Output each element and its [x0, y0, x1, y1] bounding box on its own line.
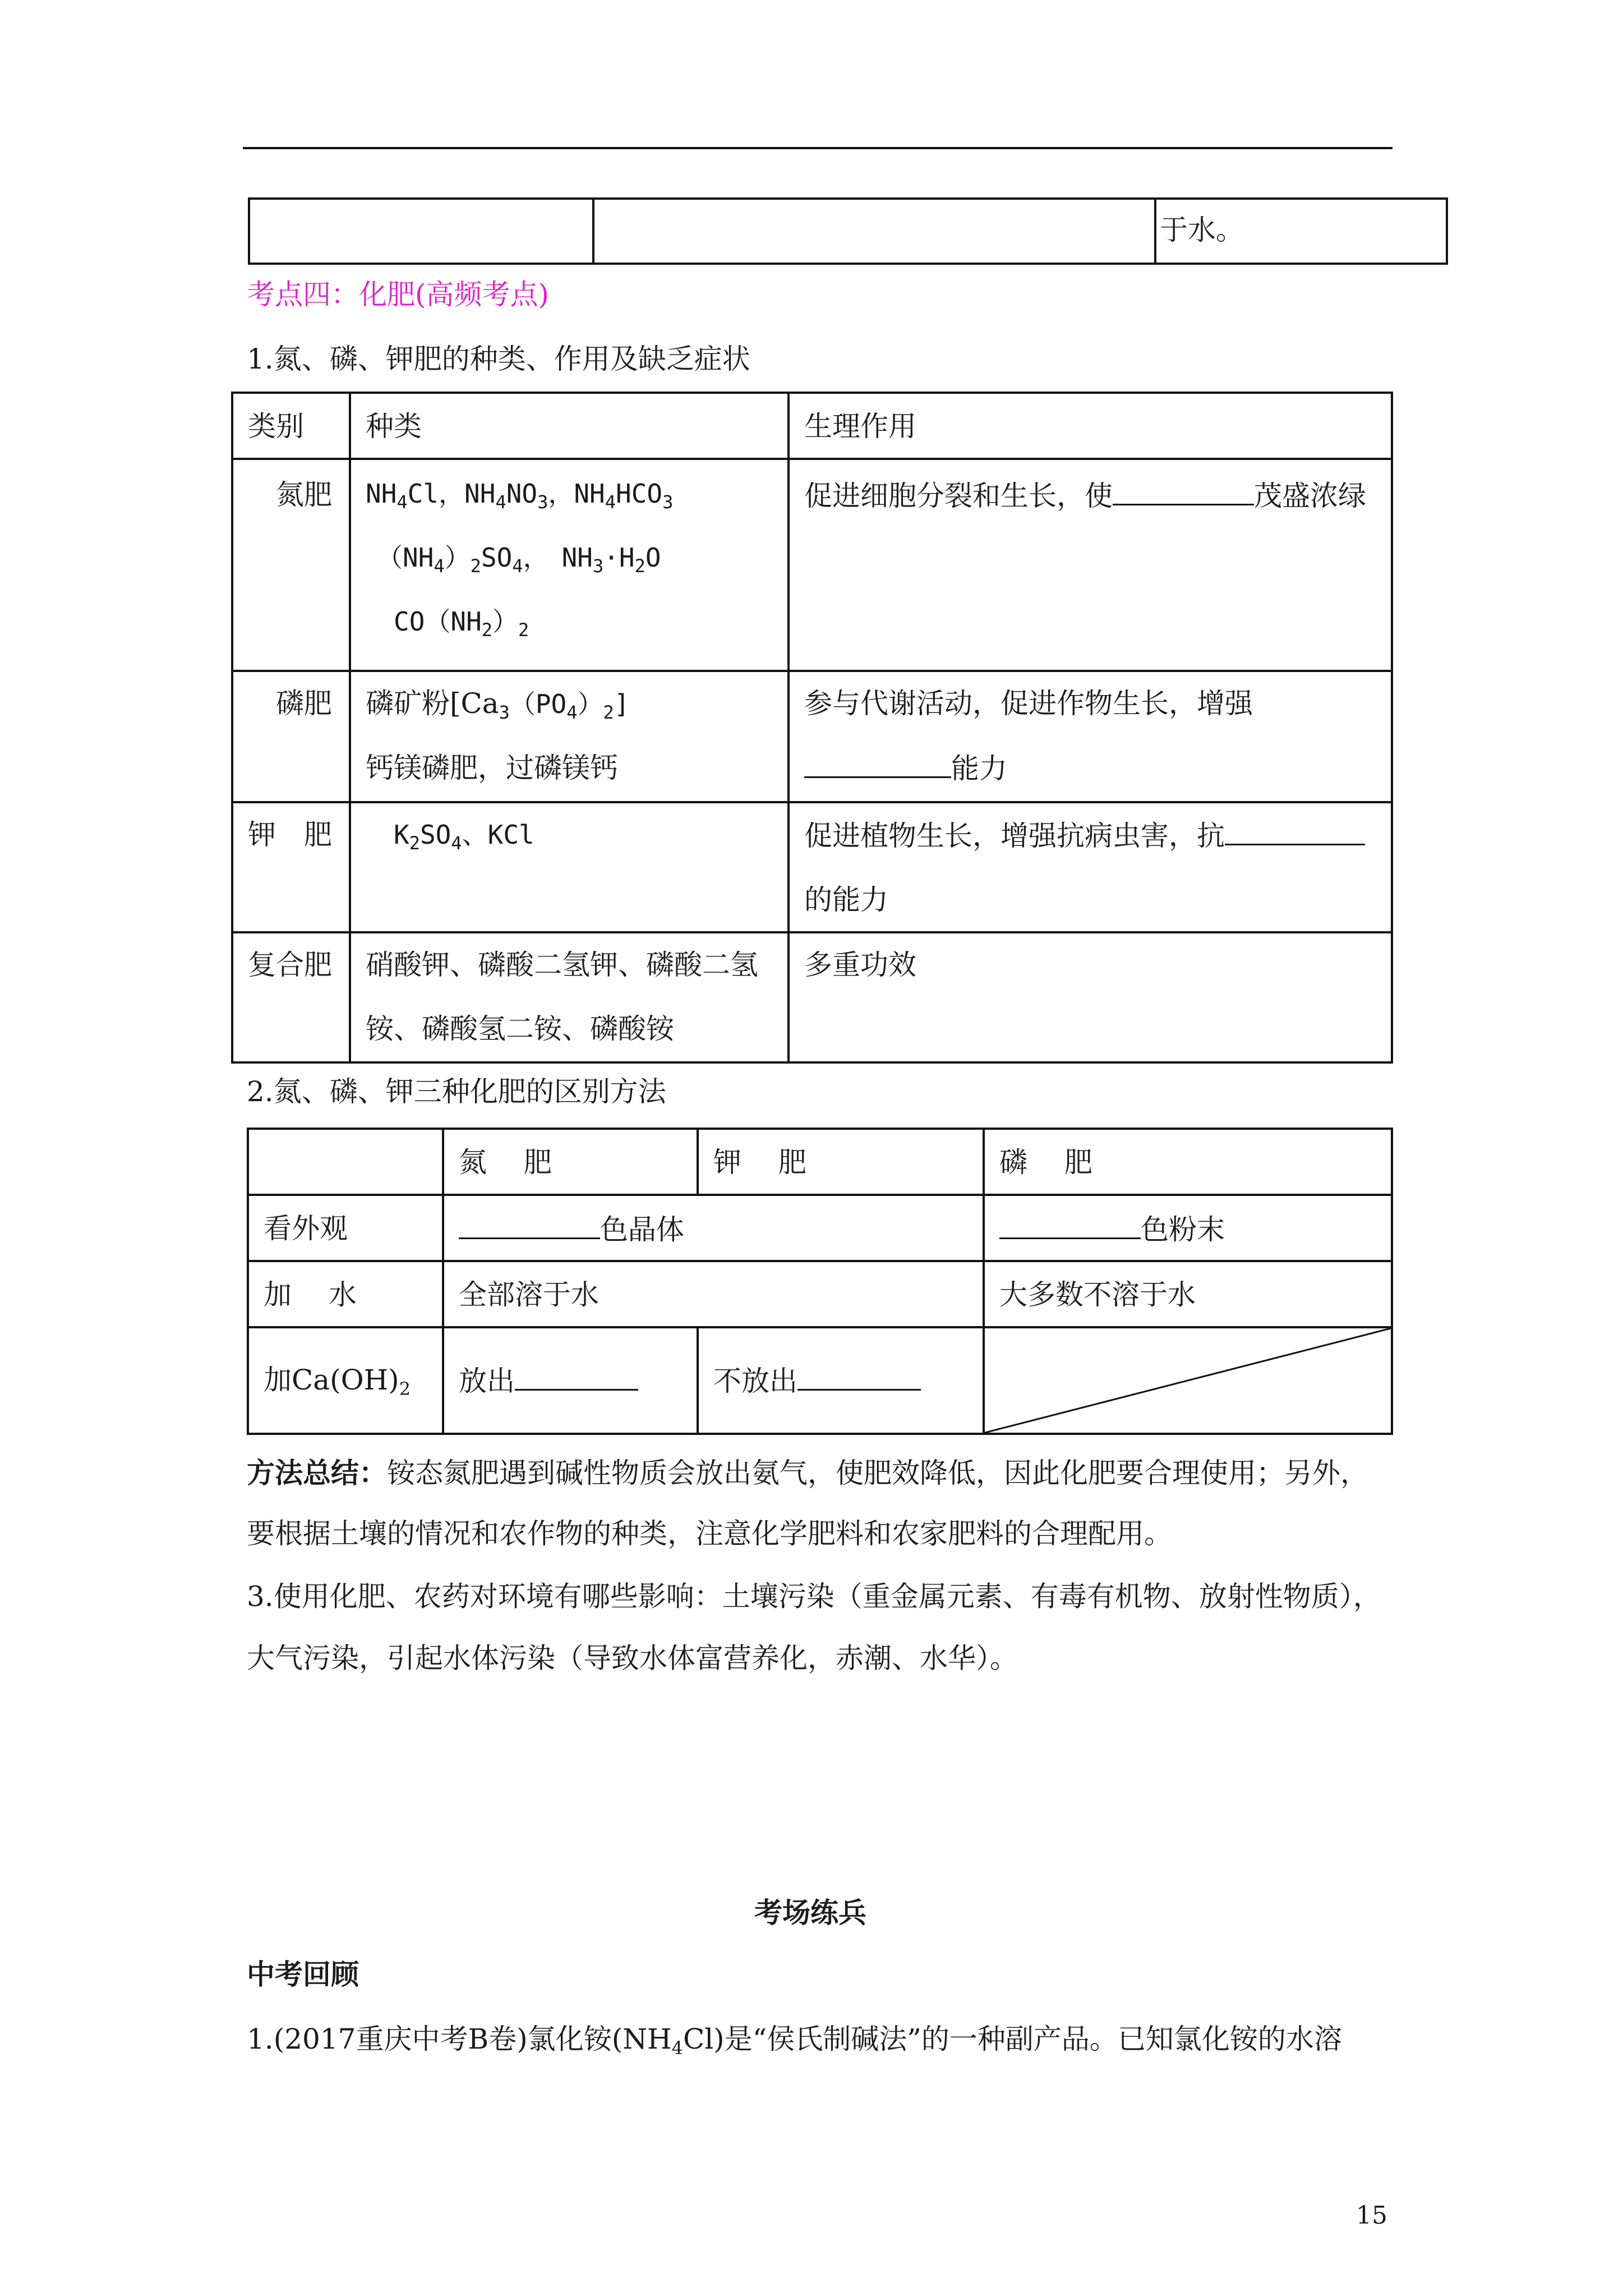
row-calcium-hydroxide: [248, 1327, 1392, 1434]
appearance-p-text: 色粉末: [1141, 1213, 1225, 1246]
question-1: 1.(2017重庆中考B卷)氯化铵$(NH_4Cl)$是“侯氏制碱法”的一种副产品。已知氯化铵的水溶: [247, 2023, 1342, 2059]
kinds-compound-a: 硝酸钾、磷酸二氢钾、磷酸二氢: [366, 949, 758, 981]
ca-nitrogen-text: 放出: [459, 1365, 515, 1397]
kinds-phosphorus-b: 钙镁磷肥，过磷镁钙: [366, 752, 618, 784]
row-appearance: [248, 1195, 1392, 1261]
ca-potassium: [698, 1327, 984, 1434]
item3-line1: 3.使用化肥、农药对环境有哪些影响：土壤污染（重金属元素、有毒有机物、放射性物质），: [247, 1580, 1381, 1613]
kinds-nitrogen: $NH_4Cl$，$NH_4NO_3$，$NH_4HCO_3$ $(NH_4)_2SO_4$， $NH_3\cdot H_2O$ $CO(NH_2)_2$: [350, 459, 789, 671]
kinds-phosphorus-a: 磷矿粉[Ca: [366, 687, 499, 720]
corner-cell: [248, 1129, 443, 1195]
kinds-compound: [350, 932, 789, 1062]
fertilizer-table: [231, 392, 1393, 1064]
header-kinds: 种类: [350, 393, 789, 459]
effect-phosphorus-a: 参与代谢活动，促进作物生长，增强: [804, 687, 1253, 720]
row-compound: [232, 932, 1392, 1062]
diagonal-cell: [984, 1327, 1392, 1434]
category-compound: 复合肥: [232, 932, 350, 1062]
kinds-phosphorus: 磷矿粉$[Ca_3(PO_4)_2]$ 钙镁磷肥，过磷镁钙: [350, 671, 789, 802]
item2-title: 2.氮、磷、钾三种化肥的区别方法: [247, 1075, 666, 1108]
identification-table: [247, 1128, 1393, 1435]
effect-phosphorus: [789, 671, 1392, 802]
kinds-compound-b: 铵、磷酸氢二铵、磷酸铵: [366, 1013, 674, 1045]
appearance-nk-text: 色晶体: [600, 1213, 684, 1246]
label-appearance: 看外观: [248, 1195, 443, 1261]
effect-potassium-b: 的能力: [804, 884, 888, 916]
summary-line2: 要根据土壤的情况和农作物的种类，注意化学肥料和农家肥料的合理配用。: [247, 1517, 1172, 1550]
section-heading: 考点四：化肥(高频考点): [247, 278, 550, 311]
blank-crystal-color[interactable]: [459, 1212, 600, 1239]
review-heading: 中考回顾: [247, 1958, 359, 1991]
header-effect: 生理作用: [789, 393, 1392, 459]
blank-lodging[interactable]: [1225, 818, 1365, 845]
kinds-potassium: $K_2SO_4$、KCl: [350, 802, 789, 932]
water-nk: 全部溶于水: [443, 1261, 984, 1327]
ca-potassium-text: 不放出: [713, 1365, 797, 1397]
question-1-text: 1.(2017重庆中考B卷)氯化铵(NH: [247, 2023, 672, 2055]
effect-nitrogen: [789, 459, 1392, 671]
row-potassium: [232, 802, 1392, 932]
ca-nitrogen: [443, 1327, 698, 1434]
practice-title: 考场练兵: [754, 1896, 866, 1929]
label-calcium-hydroxide: 加$Ca(OH)_2$: [248, 1327, 443, 1434]
category-phosphorus: 磷肥: [232, 671, 350, 802]
question-1-tail: Cl)是“侯氏制碱法”的一种副产品。已知氯化铵的水溶: [683, 2023, 1342, 2055]
header-potassium: 钾 肥: [698, 1129, 984, 1195]
water-p: 大多数不溶于水: [984, 1261, 1392, 1327]
blank-leaf[interactable]: [1113, 478, 1254, 505]
effect-compound: 多重功效: [789, 932, 1392, 1062]
item3-line2: 大气污染，引起水体污染（导致水体富营养化，赤潮、水华）。: [247, 1642, 1018, 1674]
header-phosphorus: 磷 肥: [984, 1129, 1392, 1195]
continued-cell: 于水。: [1155, 199, 1447, 264]
blank-potassium-gas[interactable]: [797, 1363, 921, 1391]
label-calcium-hydroxide-text: 加Ca(OH): [264, 1364, 399, 1396]
blank-nitrogen-gas[interactable]: [515, 1363, 638, 1391]
summary-text1: 铵态氮肥遇到碱性物质会放出氨气，使肥效降低，因此化肥要合理使用；另外，: [387, 1457, 1368, 1489]
category-nitrogen: 氮肥: [232, 459, 350, 671]
effect-nitrogen-text: 促进细胞分裂和生长，使: [804, 480, 1113, 512]
effect-nitrogen-tail: 茂盛浓绿: [1254, 480, 1366, 512]
header-rule: [243, 147, 1393, 149]
effect-potassium: [789, 802, 1392, 932]
page-number: 15: [1356, 2201, 1387, 2230]
header-nitrogen: 氮 肥: [443, 1129, 698, 1195]
effect-potassium-a: 促进植物生长，增强抗病虫害，抗: [804, 820, 1225, 852]
blank-powder-color[interactable]: [999, 1212, 1141, 1239]
continued-table: [248, 197, 1448, 265]
appearance-p: [984, 1195, 1392, 1261]
diagonal-line: [985, 1328, 1391, 1433]
label-water: 加 水: [248, 1261, 443, 1327]
row-phosphorus: [232, 671, 1392, 802]
effect-phosphorus-b: 能力: [951, 752, 1007, 785]
row-water: [248, 1261, 1392, 1327]
category-potassium: 钾 肥: [232, 802, 350, 932]
item1-title: 1.氮、磷、钾肥的种类、作用及缺乏症状: [247, 343, 750, 375]
appearance-nk: [443, 1195, 984, 1261]
summary-line1: [247, 1456, 1368, 1490]
header-category: 类别: [232, 393, 350, 459]
summary-label: 方法总结：: [247, 1456, 387, 1489]
blank-resistance[interactable]: [804, 751, 951, 778]
row-nitrogen: [232, 459, 1392, 671]
